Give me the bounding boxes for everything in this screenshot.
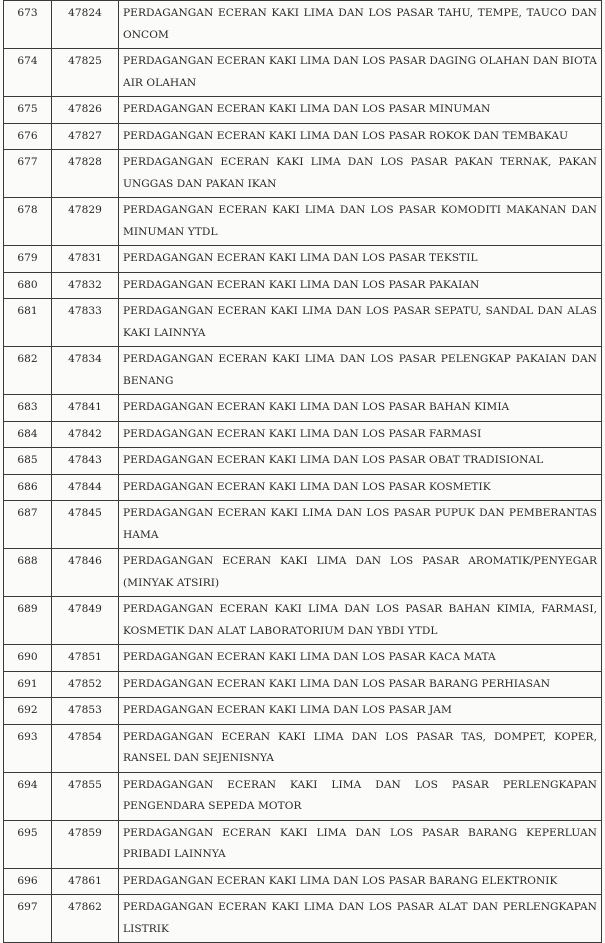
row-number-cell: 678 — [4, 198, 52, 246]
table-row — [4, 49, 602, 97]
row-number-cell: 679 — [4, 246, 52, 273]
description-cell: PERDAGANGAN ECERAN KAKI LIMA DAN LOS PASAR PAKAN TERNAK, PAKAN UNGGAS DAN PAKAN IKAN — [119, 150, 602, 198]
kbli-code-cell: 47826 — [52, 97, 119, 124]
description-cell: PERDAGANGAN ECERAN KAKI LIMA DAN LOS PASAR BARANG KEPERLUAN PRIBADI LAINNYA — [119, 820, 602, 868]
table-row — [4, 501, 602, 549]
kbli-code-cell: 47855 — [52, 772, 119, 820]
kbli-code-cell: 47829 — [52, 198, 119, 246]
kbli-code-cell: 47859 — [52, 820, 119, 868]
description-cell: PERDAGANGAN ECERAN KAKI LIMA DAN LOS PASAR JAM — [119, 698, 602, 725]
kbli-code-cell: 47861 — [52, 868, 119, 895]
table-row — [4, 299, 602, 347]
description-cell: PERDAGANGAN ECERAN KAKI LIMA DAN LOS PASAR PAKAIAN — [119, 272, 602, 299]
table-row — [4, 772, 602, 820]
table-row — [4, 347, 602, 395]
kbli-code-cell: 47832 — [52, 272, 119, 299]
kbli-code-cell: 47852 — [52, 671, 119, 698]
description-cell: PERDAGANGAN ECERAN KAKI LIMA DAN LOS PASAR SEPATU, SANDAL DAN ALAS KAKI LAINNYA — [119, 299, 602, 347]
kbli-code-cell: 47849 — [52, 597, 119, 645]
description-cell: PERDAGANGAN ECERAN KAKI LIMA DAN LOS PASAR TAS, DOMPET, KOPER, RANSEL DAN SEJENISNYA — [119, 724, 602, 772]
row-number-cell: 681 — [4, 299, 52, 347]
table-row — [4, 597, 602, 645]
table-row — [4, 474, 602, 501]
row-number-cell: 690 — [4, 645, 52, 672]
kbli-code-cell: 47834 — [52, 347, 119, 395]
row-number-cell: 674 — [4, 49, 52, 97]
kbli-code-cell: 47854 — [52, 724, 119, 772]
kbli-code-cell: 47841 — [52, 395, 119, 422]
description-cell: PERDAGANGAN ECERAN KAKI LIMA DAN LOS PASAR OBAT TRADISIONAL — [119, 448, 602, 475]
table-row — [4, 698, 602, 725]
table-row — [4, 549, 602, 597]
table-row — [4, 820, 602, 868]
row-number-cell: 677 — [4, 150, 52, 198]
kbli-code-cell: 47843 — [52, 448, 119, 475]
kbli-code-cell: 47825 — [52, 49, 119, 97]
table-row — [4, 868, 602, 895]
table-row — [4, 724, 602, 772]
kbli-table — [3, 0, 602, 943]
description-cell: PERDAGANGAN ECERAN KAKI LIMA DAN LOS PASAR FARMASI — [119, 421, 602, 448]
description-cell: PERDAGANGAN ECERAN KAKI LIMA DAN LOS PASAR PUPUK DAN PEMBERANTAS HAMA — [119, 501, 602, 549]
kbli-code-cell: 47853 — [52, 698, 119, 725]
row-number-cell: 683 — [4, 395, 52, 422]
row-number-cell: 685 — [4, 448, 52, 475]
row-number-cell: 694 — [4, 772, 52, 820]
row-number-cell: 697 — [4, 895, 52, 943]
kbli-code-cell: 47844 — [52, 474, 119, 501]
row-number-cell: 680 — [4, 272, 52, 299]
kbli-code-cell: 47828 — [52, 150, 119, 198]
table-row — [4, 198, 602, 246]
table-row — [4, 671, 602, 698]
row-number-cell: 684 — [4, 421, 52, 448]
description-cell: PERDAGANGAN ECERAN KAKI LIMA DAN LOS PASAR KOMODITI MAKANAN DAN MINUMAN YTDL — [119, 198, 602, 246]
description-cell: PERDAGANGAN ECERAN KAKI LIMA DAN LOS PASAR PELENGKAP PAKAIAN DAN BENANG — [119, 347, 602, 395]
table-row — [4, 1, 602, 49]
row-number-cell: 673 — [4, 1, 52, 49]
row-number-cell: 676 — [4, 123, 52, 150]
description-cell: PERDAGANGAN ECERAN KAKI LIMA DAN LOS PASAR BAHAN KIMIA — [119, 395, 602, 422]
row-number-cell: 692 — [4, 698, 52, 725]
table-row — [4, 448, 602, 475]
row-number-cell: 686 — [4, 474, 52, 501]
description-cell: PERDAGANGAN ECERAN KAKI LIMA DAN LOS PASAR ALAT DAN PERLENGKAPAN LISTRIK — [119, 895, 602, 943]
table-row — [4, 895, 602, 943]
table-row — [4, 395, 602, 422]
kbli-code-cell: 47824 — [52, 1, 119, 49]
table-row — [4, 97, 602, 124]
table-row — [4, 246, 602, 273]
table-row — [4, 123, 602, 150]
table-row — [4, 421, 602, 448]
row-number-cell: 675 — [4, 97, 52, 124]
kbli-code-cell: 47827 — [52, 123, 119, 150]
kbli-code-cell: 47831 — [52, 246, 119, 273]
kbli-code-cell: 47862 — [52, 895, 119, 943]
description-cell: PERDAGANGAN ECERAN KAKI LIMA DAN LOS PASAR KACA MATA — [119, 645, 602, 672]
row-number-cell: 693 — [4, 724, 52, 772]
description-cell: PERDAGANGAN ECERAN KAKI LIMA DAN LOS PASAR BAHAN KIMIA, FARMASI, KOSMETIK DAN ALAT LABORATORIUM DAN YBDI YTDL — [119, 597, 602, 645]
description-cell: PERDAGANGAN ECERAN KAKI LIMA DAN LOS PASAR AROMATIK/PENYEGAR (MINYAK ATSIRI) — [119, 549, 602, 597]
row-number-cell: 691 — [4, 671, 52, 698]
description-cell: PERDAGANGAN ECERAN KAKI LIMA DAN LOS PASAR ROKOK DAN TEMBAKAU — [119, 123, 602, 150]
kbli-code-cell: 47845 — [52, 501, 119, 549]
kbli-code-cell: 47846 — [52, 549, 119, 597]
row-number-cell: 695 — [4, 820, 52, 868]
description-cell: PERDAGANGAN ECERAN KAKI LIMA DAN LOS PASAR BARANG PERHIASAN — [119, 671, 602, 698]
description-cell: PERDAGANGAN ECERAN KAKI LIMA DAN LOS PASAR MINUMAN — [119, 97, 602, 124]
description-cell: PERDAGANGAN ECERAN KAKI LIMA DAN LOS PASAR TAHU, TEMPE, TAUCO DAN ONCOM — [119, 1, 602, 49]
table-row — [4, 645, 602, 672]
description-cell: PERDAGANGAN ECERAN KAKI LIMA DAN LOS PASAR KOSMETIK — [119, 474, 602, 501]
row-number-cell: 688 — [4, 549, 52, 597]
table-row — [4, 150, 602, 198]
table-body — [4, 1, 602, 943]
row-number-cell: 687 — [4, 501, 52, 549]
description-cell: PERDAGANGAN ECERAN KAKI LIMA DAN LOS PASAR DAGING OLAHAN DAN BIOTA AIR OLAHAN — [119, 49, 602, 97]
row-number-cell: 689 — [4, 597, 52, 645]
table-row — [4, 272, 602, 299]
kbli-code-cell: 47833 — [52, 299, 119, 347]
description-cell: PERDAGANGAN ECERAN KAKI LIMA DAN LOS PASAR TEKSTIL — [119, 246, 602, 273]
row-number-cell: 682 — [4, 347, 52, 395]
kbli-code-cell: 47842 — [52, 421, 119, 448]
description-cell: PERDAGANGAN ECERAN KAKI LIMA DAN LOS PASAR BARANG ELEKTRONIK — [119, 868, 602, 895]
kbli-code-cell: 47851 — [52, 645, 119, 672]
description-cell: PERDAGANGAN ECERAN KAKI LIMA DAN LOS PASAR PERLENGKAPAN PENGENDARA SEPEDA MOTOR — [119, 772, 602, 820]
row-number-cell: 696 — [4, 868, 52, 895]
